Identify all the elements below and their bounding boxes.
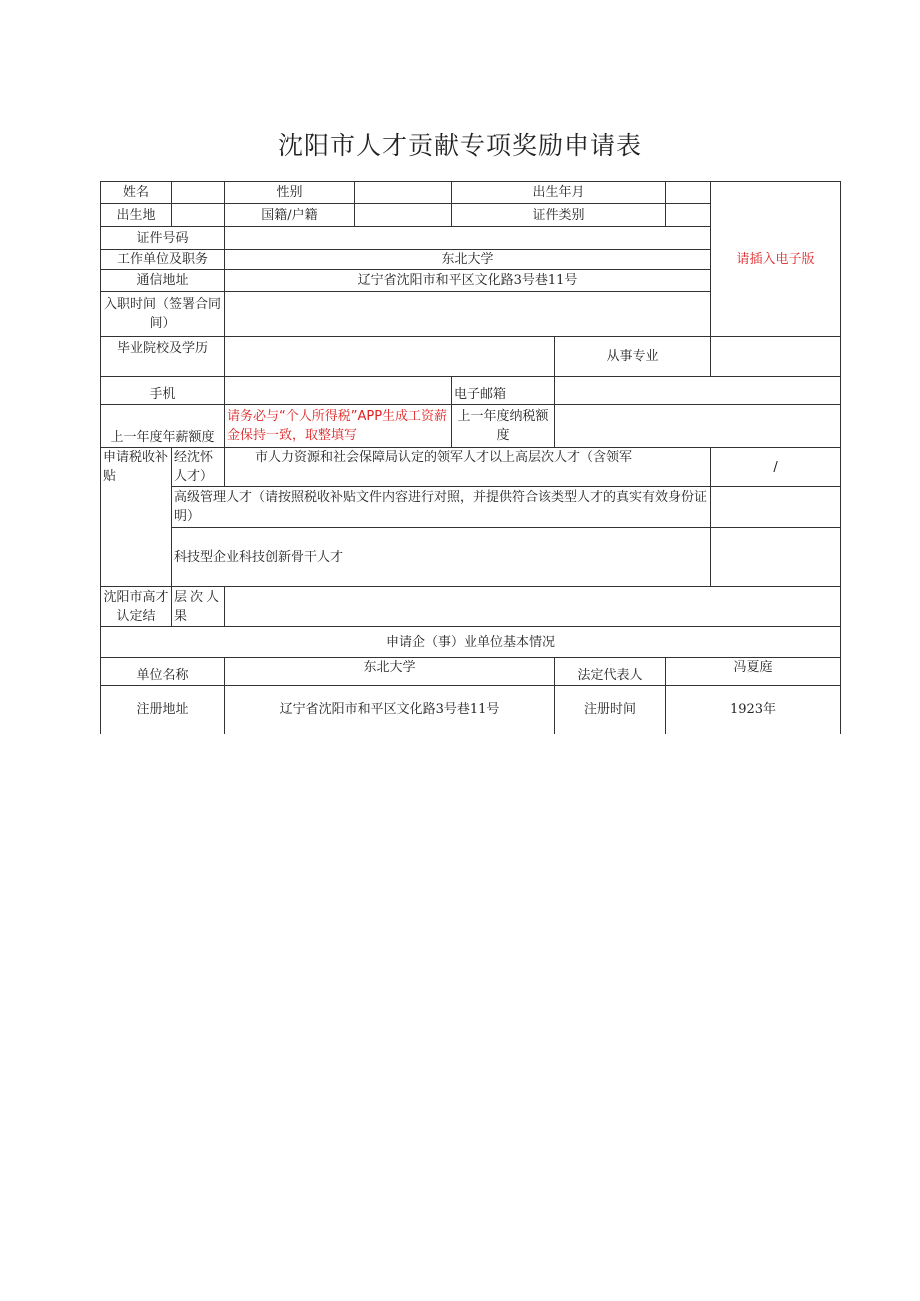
label-name: 姓名 [101,182,172,204]
label-last-year-tax: 上一年度纳税额度 [452,405,555,448]
label-unit-name: 单位名称 [101,658,225,686]
field-legal-rep[interactable]: 冯夏庭 [666,658,841,686]
label-subsidy-category: 经沈怀人才） [172,448,225,487]
label-mobile: 手机 [101,377,225,405]
label-id-number: 证件号码 [101,227,225,250]
field-birthplace[interactable] [172,204,225,227]
field-entry-time[interactable] [225,292,711,337]
field-major[interactable] [711,337,841,377]
field-mobile[interactable] [225,377,452,405]
field-reg-address[interactable]: 辽宁省沈阳市和平区文化路3号巷11号 [225,686,555,734]
label-address: 通信地址 [101,270,225,292]
field-level-result[interactable] [225,587,841,627]
field-birth-date[interactable] [666,182,711,204]
field-id-type[interactable] [666,204,711,227]
page-title: 沈阳市人才贡献专项奖励申请表 [277,131,642,160]
label-school-degree: 毕业院校及学历 [101,337,225,377]
field-id-number[interactable] [225,227,711,250]
section-unit-heading: 申请企（事）业单位基本情况 [101,627,841,658]
subsidy-option-leader[interactable]: 市人力资源和社会保障局认定的领军人才以上高层次人才（含领军 [225,448,711,487]
label-id-type: 证件类别 [452,204,666,227]
field-last-year-tax[interactable] [555,405,841,448]
subsidy-option-tech[interactable]: 科技型企业科技创新骨干人才 [172,528,711,587]
label-subsidy-apply: 申请税收补贴 [101,448,172,587]
label-nationality: 国籍/户籍 [225,204,355,227]
label-entry-time: 入职时间（签署合同间） [101,292,225,337]
label-major: 从事专业 [555,337,711,377]
subsidy-mark-tech[interactable] [711,528,841,587]
salary-note: 请务必与“个人所得税”APP生成工资薪金保持一致，取整填写 [225,405,452,448]
label-reg-time: 注册时间 [555,686,666,734]
subsidy-mark-management[interactable] [711,487,841,528]
field-gender[interactable] [355,182,452,204]
label-level-result: 沈阳市高才认定结 [101,587,172,627]
application-form-table [100,181,841,734]
field-school-degree[interactable] [225,337,555,377]
label-reg-address: 注册地址 [101,686,225,734]
field-name[interactable] [172,182,225,204]
subsidy-option-management[interactable]: 高级管理人才（请按照税收补贴文件内容进行对照，并提供符合该类型人才的真实有效身份证明） [172,487,711,528]
label-legal-rep: 法定代表人 [555,658,666,686]
field-nationality[interactable] [355,204,452,227]
field-reg-time[interactable]: 1923年 [666,686,841,734]
label-last-year-salary: 上一年度年薪额度 [101,405,225,448]
field-address[interactable]: 辽宁省沈阳市和平区文化路3号巷11号 [225,270,711,292]
label-email: 电子邮箱 [452,377,555,405]
field-employer-position[interactable]: 东北大学 [225,250,711,270]
label-birth-date: 出生年月 [452,182,666,204]
field-unit-name[interactable]: 东北大学 [225,658,555,686]
label-gender: 性别 [225,182,355,204]
label-level-result-sub: 层次人果 [172,587,225,627]
photo-placeholder[interactable]: 请插入电子版 [711,182,841,337]
subsidy-mark-leader[interactable]: / [711,448,841,487]
field-email[interactable] [555,377,841,405]
label-birthplace: 出生地 [101,204,172,227]
label-employer-position: 工作单位及职务 [101,250,225,270]
